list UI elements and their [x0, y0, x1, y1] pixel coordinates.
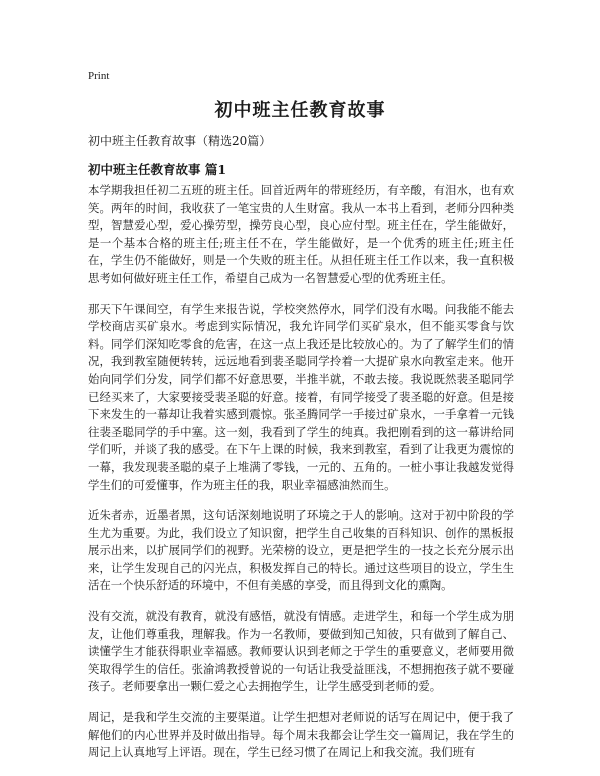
paragraph: 那天下午课间空，有学生来报告说，学校突然停水，同学们没有水喝。问我能不能去学校商店买矿泉水。考虑到实际情况，我允许同学们买矿泉水，但不能买零食与饮料。同学们深知吃零食的危害，在这一点上我还是比较放心的。为了了解学生们的情况，我到教室随便转转，远远地看到裴圣聪同学拎着一大提矿泉水向教室走来。他开始向同学们分发，同学们都不好意思要，半推半就，不敢去接。我说既然裴圣聪同学已经买来了，大家要接受裴圣聪的好意。接着，有同学接受了裴圣聪的好意。但是接下来发生的一幕却让我着实感到震惊。张圣腾同学一手接过矿泉水，一手拿着一元钱往裴圣聪同学的手中塞。这一刻，我看到了学生的纯真。我把刚看到的这一幕讲给同学们听，并谈了我的感受。在下午上课的时候，我来到教室，看到了让我更为震惊的一幕，我发现裴圣聪的桌子上堆满了零钱，一元的、五角的。一桩小事让我越发觉得学生们的可爱懂事，作为班主任的我，职业幸福感油然而生。 — [88, 301, 514, 492]
document-body — [88, 182, 514, 775]
paragraph: 近朱者赤，近墨者黑，这句话深刻地说明了环境之于人的影响。这对于初中阶段的学生尤为重要。为此，我们设立了知识窗，把学生自己收集的百科知识、创作的黑板报展示出来，以扩展同学们的视野。光荣榜的设立，更是把学生的一技之长充分展示出来，让学生发现自己的闪光点，积极发挥自己的特长。通过这些项目的设立，学生生活在一个快乐舒适的环境中，不但有美感的享受，而且得到文化的熏陶。 — [88, 508, 514, 593]
document-title: 初中班主任教育故事 — [214, 100, 386, 121]
paragraph: 没有交流，就没有教育，就没有感悟，就没有情感。走进学生，和每一个学生成为朋友，让他们尊重我，理解我。作为一名教师，要做到知己知彼，只有做到了解自己、读懂学生才能获得职业幸福感。教师要认识到老师之于学生的重要意义，老师要用微笑取得学生的信任。张渝鸿教授曾说的一句话让我受益匪浅，不想拥抱孩子就不要碰孩子。老师要拿出一颗仁爱之心去拥抱学生，让学生感受到老师的爱。 — [88, 609, 514, 694]
section-heading: 初中班主任教育故事 篇1 — [88, 162, 227, 177]
document-subtitle: 初中班主任教育故事（精选20篇） — [88, 134, 272, 148]
print-link[interactable]: Print — [88, 70, 110, 82]
paragraph: 本学期我担任初二五班的班主任。回首近两年的带班经历，有辛酸，有泪水，也有欢笑。两年的时间，我收获了一笔宝贵的人生财富。我从一本书上看到，老师分四种类型，智慧爱心型，爱心操劳型，操劳良心型，良心应付型。班主任在，学生能做好，是一个基本合格的班主任;班主任不在，学生能做好，是一个优秀的班主任;班主任在，学生仍不能做好，则是一个失败的班主任。从担任班主任工作以来，我一直积极思考如何做好班主任工作，希望自己成为一名智慧爱心型的优秀班主任。 — [88, 183, 514, 285]
paragraph: 周记，是我和学生交流的主要渠道。让学生把想对老师说的话写在周记中，便于我了解他们的内心世界并及时做出指导。每个周末我都会让学生交一篇周记，我在学生的周记上认真地写上评语。现在，学生已经习惯了在周记上和我交流。我们班有 — [88, 710, 514, 760]
